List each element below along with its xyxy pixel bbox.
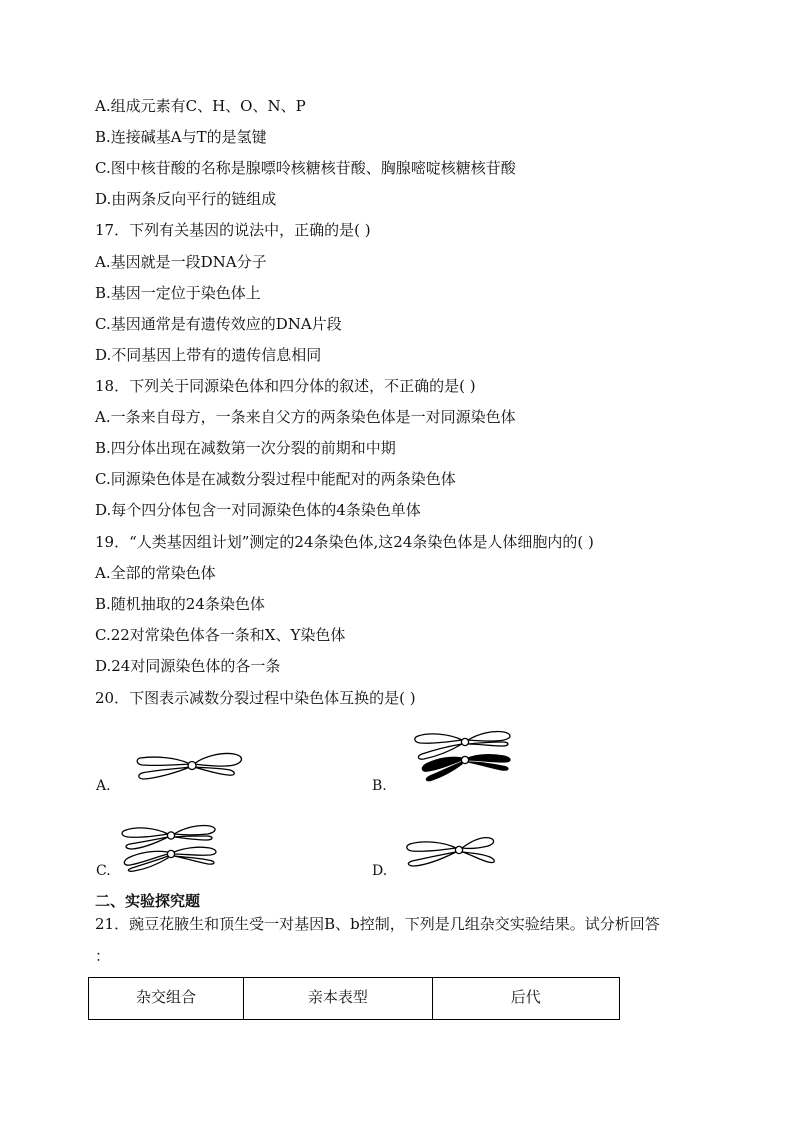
figure-label-c: C. [96,863,111,879]
chromosome-figure-d [404,834,500,868]
option-18a: A.一条来自母方，一条来自父方的两条染色体是一对同源染色体 [95,408,516,426]
option-17d: D.不同基因上带有的遗传信息相同 [95,346,322,364]
option-18d: D.每个四分体包含一对同源染色体的4条染色单体 [95,501,421,519]
option-18b: B.四分体出现在减数第一次分裂的前期和中期 [95,439,396,457]
option-19b: B.随机抽取的24条染色体 [95,595,265,613]
table-header-row [89,978,620,1020]
chromosome-figure-b [412,724,518,782]
option-19d: D.24对同源染色体的各一条 [95,657,281,675]
table-header-parents: 亲本表型 [244,978,432,1020]
question-20: 20．下图表示减数分裂过程中染色体互换的是( ) [95,689,416,707]
option-16b: B.连接碱基A与T的是氢键 [95,128,267,146]
chromosome-figure-c [118,822,224,872]
question-18: 18．下列关于同源染色体和四分体的叙述，不正确的是( ) [95,377,476,395]
option-19a: A.全部的常染色体 [95,564,216,582]
option-18c: C.同源染色体是在减数分裂过程中能配对的两条染色体 [95,470,456,488]
option-16a: A.组成元素有C、H、O、N、P [95,97,306,115]
figure-label-d: D. [372,863,388,879]
question-21: 21．豌豆花腋生和顶生受一对基因B、b控制，下列是几组杂交实验结果。试分析回答 [95,915,660,933]
question-17: 17．下列有关基因的说法中，正确的是( ) [95,221,371,239]
option-16d: D.由两条反向平行的链组成 [95,190,277,208]
figure-label-b: B. [372,778,387,794]
chromosome-figure-a [134,748,248,784]
cross-results-table [88,977,620,1020]
table-header-cross: 杂交组合 [89,978,244,1020]
option-19c: C.22对常染色体各一条和X、Y染色体 [95,626,346,644]
question-19: 19．“人类基因组计划”测定的24条染色体,这24条染色体是人体细胞内的( ) [95,533,594,551]
option-17c: C.基因通常是有遗传效应的DNA片段 [95,315,342,333]
question-21-colon: ： [95,947,111,965]
option-17b: B.基因一定位于染色体上 [95,284,261,302]
section-title: 二、实验探究题 [95,892,201,910]
table-header-offspring: 后代 [432,978,619,1020]
option-17a: A.基因就是一段DNA分子 [95,253,267,271]
figure-label-a: A. [96,778,111,794]
option-16c: C.图中核苷酸的名称是腺嘌呤核糖核苷酸、胸腺嘧啶核糖核苷酸 [95,159,516,177]
